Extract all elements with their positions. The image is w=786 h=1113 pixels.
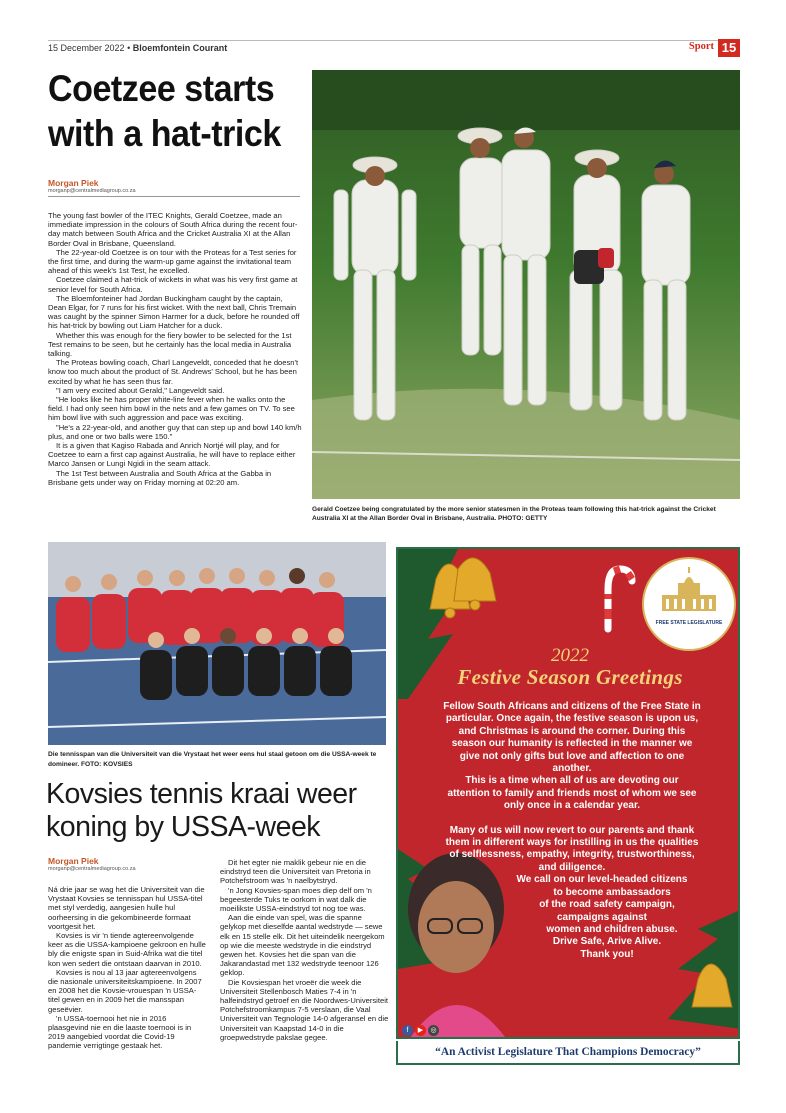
story1-author: Morgan Piek bbox=[48, 178, 99, 188]
ad-line: attention to family and friends most of whom we see bbox=[447, 787, 697, 799]
dateline bbox=[48, 43, 227, 53]
ad-line: campaigns against bbox=[556, 911, 648, 923]
masthead bbox=[48, 40, 740, 58]
ad-line: only once in a calendar year. bbox=[503, 800, 641, 812]
cricket-photo-illustration bbox=[312, 70, 740, 499]
story1-headline-line1: Coetzee starts bbox=[48, 68, 275, 109]
ad-line: to become ambassadors bbox=[553, 886, 671, 898]
story1-paragraph: "He's a 22-year-old, and another guy that can step up and bowl 140 km/h plus, and one or two balls were 150." bbox=[48, 422, 302, 441]
story1-byline bbox=[48, 178, 300, 197]
story2-paragraph: 'n Jong Kovsies-span moes diep delf om 'n begeesterde Tuks te oorkom in wat dalk die moeilikste USSA-eindstryd tot nog toe was. bbox=[220, 885, 372, 914]
ad-year: 2022 bbox=[551, 645, 589, 666]
story1-headline-line2: with a hat-trick bbox=[48, 113, 281, 154]
ad-line: of selflessness, empathy, integrity, trustworthiness, bbox=[449, 849, 695, 861]
story1-paragraph: It is a given that Kagiso Rabada and Anrich Nortjé will play, and for Coetzee to earn a first cap against Australia, he will have to replace either Marco Jansen or Lungi Ngidi in the seam attack. bbox=[48, 441, 296, 469]
story1-paragraph: Whether this was enough for the fiery bowler to be selected for the 1st Test remains to be seen, but he certainly has the local media in Australia talking. bbox=[48, 330, 292, 359]
paper-name: Bloemfontein Courant bbox=[132, 43, 228, 53]
ad-message bbox=[416, 701, 728, 961]
youtube-icon[interactable]: ▶ bbox=[415, 1025, 426, 1036]
issue-date: 15 December 2022 bbox=[48, 43, 125, 53]
story2-paragraph: Aan die einde van spel, was die spanne gelykop met dieselfde aantal wedstryde — sewe elk en 15 stelle elk. Dit het uiteindelik neergekom op wie die meeste wedstryde in die eindstryd gewen het. Kovsies het die span van die Jakarandastad met 132 wedstryde teenoor 126 geklop. bbox=[220, 913, 385, 978]
ad-greeting: Festive Season Greetings bbox=[457, 665, 683, 689]
story2-byline bbox=[48, 856, 208, 872]
instagram-icon[interactable]: ◎ bbox=[428, 1025, 439, 1036]
tennis-photo-illustration bbox=[48, 542, 386, 745]
story2-headline-line2: koning by USSA-week bbox=[46, 811, 321, 843]
story1-body bbox=[48, 211, 302, 487]
legislature-logo bbox=[642, 557, 736, 651]
social-icons bbox=[402, 1019, 441, 1034]
story1-paragraph: "He looks like he has proper white-line fever when he walks onto the field. I had only seen him bowl in the nets and a few games on TV. To see him bowl live with such aggression and pace was exciting. bbox=[48, 395, 295, 423]
cricket-photo bbox=[312, 70, 740, 499]
dateline-separator: • bbox=[124, 43, 133, 53]
story1-paragraph: Coetzee claimed a hat-trick of wickets in what was his very first game at senior level for South Africa. bbox=[48, 275, 298, 294]
ad-line: particular. Once again, the festive season is upon us, bbox=[445, 713, 699, 725]
legislature-logo-label: FREE STATE LEGISLATURE bbox=[655, 620, 723, 626]
ad-line: We call on our level-headed citizens bbox=[516, 874, 688, 886]
ad-spacer bbox=[416, 813, 728, 825]
story2-email: morganp@centralmediagroup.co.za bbox=[48, 866, 136, 872]
ad-line: women and children abuse. bbox=[546, 923, 678, 935]
story2-paragraph: Kovsies is nou al 13 jaar agtereenvolgens die nasionale universiteitskampioene. In 2007 en 2008 het die Kovsie-vrouespan 'n USSA-titel gewen en in 2009 het die mansspan geseëvier. bbox=[48, 967, 202, 1014]
ad-line: Drive Safe, Arive Alive. bbox=[552, 936, 662, 948]
ad-line: season our humanity is reflected in the manner we bbox=[451, 738, 693, 750]
ad-slogan: “An Activist Legislature That Champions Democracy” bbox=[396, 1041, 740, 1065]
ad-line: another. bbox=[552, 763, 592, 775]
story1-paragraph: "I am very excited about Gerald," Langeveldt said. bbox=[56, 385, 225, 395]
story2-paragraph: Kovsies is vir 'n tiende agtereenvolgende keer as die USSA-kampioene gekroon en hulle bly die enigste span in Suid-Afrika wat die titel kon wen sedert die ontstaan daarvan in 2010. bbox=[48, 931, 206, 968]
ad-line: Fellow South Africans and citizens of the Free State in bbox=[443, 701, 701, 712]
ad-line: and diligence. bbox=[538, 861, 606, 873]
ad-line: and Christmas is around the corner. During this bbox=[458, 725, 686, 737]
story2-caption: Die tennisspan van die Universiteit van die Vrystaat het weer eens hul staal getoon om die USSA-week te domineer. FOTO: KOVSIES bbox=[48, 751, 377, 768]
story1-paragraph: The 1st Test between Australia and South Africa at the Gabba in Brisbane gets under way on Friday morning at 02:20 am. bbox=[48, 468, 272, 487]
story2-paragraph: Die Kovsiespan het vroeër die week die Universiteit Stellenbosch Maties 7-4 in 'n halfeindstryd getroef en die Noordwes-Universiteit Potchefstroomkampus 7-5 verslaan, die Vaal Universiteit van Tegnologie 14-0 afgeransel en die Universiteit van Kaapstad 14-0 in die groepwedstryde pakslae gegee. bbox=[220, 977, 389, 1042]
story1-headline bbox=[48, 66, 289, 156]
ad-line: give not only gifts but love and affection to one bbox=[459, 750, 685, 762]
ad-line: Many of us will now revert to our parents and thank bbox=[449, 824, 695, 836]
story1-email: morganp@centralmediagroup.co.za bbox=[48, 188, 136, 194]
story1-paragraph: The Proteas bowling coach, Charl Langeveldt, conceded that he doesn't know too much about the product of St. Andrews' School, but he has been excited by what he has seen thus far. bbox=[48, 358, 299, 386]
story2-author: Morgan Piek bbox=[48, 856, 99, 866]
page-number: 15 bbox=[718, 39, 740, 57]
section-label: Sport bbox=[688, 41, 714, 52]
story1-paragraph: The Bloemfonteiner had Jordan Buckingham caught by the captain, Dean Elgar, for 7 runs for his first wicket. With the next ball, Chris Tremain was caught by the spinner Simon Harmer for a duck, before he rounded off his hat-trick by bowling out Liam Hatcher for a duck. bbox=[48, 293, 300, 331]
tennis-team-photo bbox=[48, 542, 386, 745]
story1-paragraph: The 22-year-old Coetzee is on tour with the Proteas for a Test series for the first time, and during the warm-up game against the invitational team ahead of this week's 1st Test, he excelled. bbox=[48, 247, 297, 276]
ad-line: of the road safety campaign, bbox=[539, 899, 675, 911]
story2-paragraph: Dit het egter nie maklik gebeur nie en die eindstryd teen die Universiteit van Pretoria in Potchefstroom was 'n naelbytstryd. bbox=[220, 858, 371, 886]
story2-column-1 bbox=[48, 885, 208, 1051]
legislature-building-icon bbox=[644, 559, 734, 619]
story2-column-2 bbox=[220, 858, 390, 1042]
ad-line: Thank you! bbox=[580, 948, 634, 960]
facebook-icon[interactable]: f bbox=[402, 1025, 413, 1036]
story2-paragraph: Ná drie jaar se wag het die Universiteit van die Vrystaat Kovsies se tennisspan hul USSA-titel met styl verdedig, aangesien hulle hul oorheersing in die gekombineerde formaat voortgesit het. bbox=[48, 885, 205, 931]
festive-advertisement bbox=[396, 547, 740, 1039]
story2-headline bbox=[46, 778, 391, 844]
story2-headline-line1: Kovsies tennis kraai weer bbox=[46, 778, 357, 810]
ad-line: them in different ways for instilling in us the qualities bbox=[445, 837, 699, 849]
ad-line: This is a time when all of us are devoting our bbox=[465, 775, 679, 787]
story1-caption: Gerald Coetzee being congratulated by the more senior statesmen in the Proteas team following this hat-trick against the Cricket Australia XI at the Allan Border Oval in Brisbane, Australia. PHOTO: GETTY bbox=[312, 506, 716, 522]
story2-paragraph: 'n USSA-toernooi het nie in 2016 plaasgevind nie en die laaste toernooi is in 2019 aangebied voordat die Covid-19 pandemie verrigtinge gestaak het. bbox=[48, 1013, 192, 1051]
story1-paragraph: The young fast bowler of the ITEC Knights, Gerald Coetzee, made an immediate impression in the colours of South Africa during the recent four-day match between South Africa and the Cricket Australia XI at the Allan Border Oval in Brisbane, Queensland. bbox=[48, 211, 298, 248]
